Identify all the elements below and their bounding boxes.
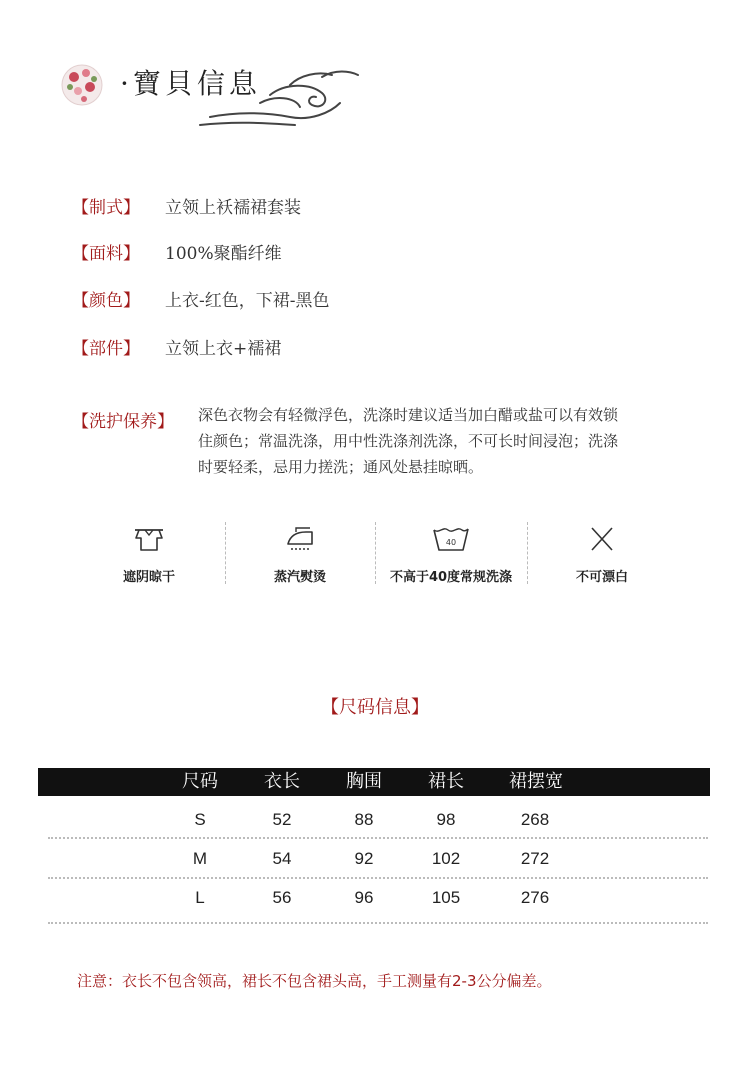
care-label-wash: 不高于40度常规洗涤: [389, 570, 513, 585]
care-label-shade-dry: 遮阴晾干: [122, 570, 175, 585]
spec-label-fabric: 【面料】: [72, 244, 140, 264]
table-cell: 54: [272, 849, 292, 868]
section-title: ·寶貝信息: [120, 67, 261, 100]
table-cell: S: [194, 810, 206, 829]
table-cell: 98: [436, 810, 456, 829]
spec-value-parts: 立领上衣+襦裙: [165, 339, 282, 359]
row-divider: [48, 877, 708, 879]
size-section-title: 【尺码信息】: [321, 697, 429, 718]
table-header-cell: 胸围: [346, 771, 382, 792]
table-cell: 268: [520, 810, 550, 829]
table-cell: 56: [272, 888, 292, 907]
spec-label-parts: 【部件】: [72, 339, 140, 359]
table-header-cell: 裙长: [428, 771, 464, 792]
shirt-hanger-icon: [131, 524, 167, 554]
row-divider: [48, 922, 708, 924]
iron-steam-icon: [282, 524, 318, 554]
care-item-shade-dry: [75, 520, 223, 590]
table-header-cell: 衣长: [264, 771, 300, 792]
care-label-no-bleach: 不可漂白: [575, 570, 628, 585]
table-cell: 105: [431, 888, 461, 907]
care-item-steam-iron: [226, 520, 374, 590]
care-line: 深色衣物会有轻微浮色，洗涤时建议适当加白醋或盐可以有效锁: [198, 406, 619, 424]
care-label-steam-iron: 蒸汽熨烫: [273, 570, 326, 585]
table-cell: M: [192, 849, 208, 868]
care-item-no-bleach: [528, 520, 676, 590]
table-cell: 272: [520, 849, 550, 868]
care-line: 住颜色；常温洗涤，用中性洗涤剂洗涤，不可长时间浸泡；洗涤: [198, 432, 619, 450]
table-header-cell: 尺码: [182, 771, 218, 792]
measurement-note: 注意：衣长不包含领高，裙长不包含裙头高，手工测量有2-3公分偏差。: [77, 972, 552, 990]
care-line: 时要轻柔，忌用力搓洗；通风处悬挂晾晒。: [198, 458, 484, 476]
no-bleach-icon: [584, 524, 620, 554]
wash-temp: 40: [445, 538, 457, 547]
spec-value-color: 上衣-红色，下裙-黑色: [165, 291, 330, 311]
size-table-header: [38, 768, 710, 796]
table-cell: 88: [354, 810, 374, 829]
care-label: 【洗护保养】: [72, 412, 174, 432]
care-divider: [375, 522, 376, 584]
table-cell: 276: [520, 888, 550, 907]
spec-label-style: 【制式】: [72, 198, 140, 218]
table-cell: 52: [272, 810, 292, 829]
table-header-cell: 裙摆宽: [509, 771, 563, 792]
table-cell: 92: [354, 849, 374, 868]
table-cell: L: [195, 888, 205, 907]
table-cell: 102: [431, 849, 461, 868]
spec-value-style: 立领上袄襦裙套装: [165, 198, 301, 218]
spec-label-color: 【颜色】: [72, 291, 140, 311]
row-divider: [48, 837, 708, 839]
care-instructions: [198, 402, 688, 480]
care-item-wash: [377, 520, 525, 590]
wash-tub-icon: [431, 524, 471, 554]
spec-value-fabric: 100%聚酯纤维: [165, 244, 282, 264]
table-cell: 96: [354, 888, 374, 907]
